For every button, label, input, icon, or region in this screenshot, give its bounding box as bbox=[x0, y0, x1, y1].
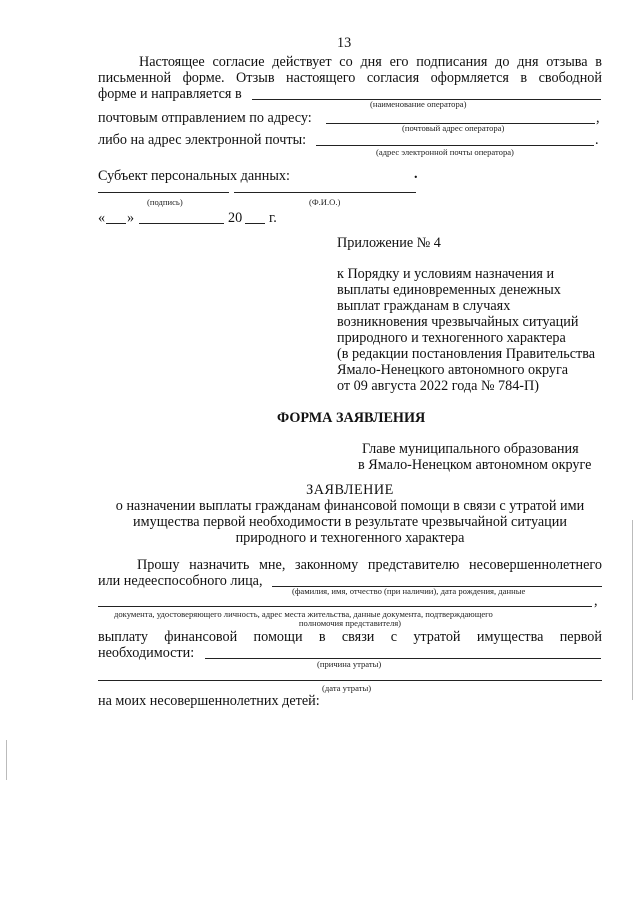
addressee-line-2: в Ямало-Ненецком автономном округе bbox=[358, 457, 592, 473]
applicant-details-field-2[interactable] bbox=[98, 606, 592, 607]
date-day-field[interactable] bbox=[106, 223, 126, 224]
appendix-line: к Порядку и условиям назначения и bbox=[337, 266, 555, 282]
date-year-prefix: 20 bbox=[228, 210, 243, 226]
scan-edge-left bbox=[6, 740, 7, 780]
email-label: либо на адрес электронной почты: bbox=[98, 132, 307, 148]
postal-caption: (почтовый адрес оператора) bbox=[402, 123, 505, 133]
postal-label: почтовым отправлением по адресу: bbox=[98, 110, 312, 126]
loss-date-caption: (дата утраты) bbox=[322, 683, 372, 693]
consent-line-3: форме и направляется в bbox=[98, 86, 242, 102]
date-open-quote: « bbox=[98, 210, 106, 226]
loss-date-field[interactable] bbox=[98, 680, 602, 681]
request-line-1: Прошу назначить мне, законному представителю несовершеннолетнего bbox=[137, 557, 602, 573]
application-subtitle-2: имущества первой необходимости в результате чрезвычайной ситуации bbox=[133, 514, 567, 530]
document-caption-2: полномочия представителя) bbox=[298, 618, 402, 628]
appendix-line: выплаты единовременных денежных bbox=[337, 282, 561, 298]
loss-reason-field[interactable] bbox=[205, 658, 601, 659]
addressee-line-1: Главе муниципального образования bbox=[362, 441, 579, 457]
signature-field[interactable] bbox=[98, 192, 229, 193]
application-title: ЗАЯВЛЕНИЕ bbox=[306, 482, 394, 498]
appendix-line: (в редакции постановления Правительства bbox=[337, 346, 596, 362]
email-address-field[interactable] bbox=[316, 145, 594, 146]
application-subtitle-1: о назначении выплаты гражданам финансовой помощи в связи с утратой ими bbox=[115, 498, 585, 514]
page-number: 13 bbox=[337, 35, 352, 51]
appendix-line: от 09 августа 2022 года № 784-П) bbox=[337, 378, 540, 394]
appendix-line: возникновения чрезвычайных ситуаций bbox=[337, 314, 579, 330]
appendix-line: природного и техногенного характера bbox=[337, 330, 566, 346]
payment-line-1: выплату финансовой помощи в связи с утратой имущества первой bbox=[98, 629, 602, 645]
children-label: на моих несовершеннолетних детей: bbox=[98, 693, 320, 709]
appendix-line: выплат гражданам в случаях bbox=[337, 298, 511, 314]
email-dot: . bbox=[595, 132, 599, 148]
appendix-title: Приложение № 4 bbox=[337, 235, 441, 251]
subject-label: Субъект персональных данных: bbox=[98, 168, 290, 184]
subject-dot: . bbox=[414, 166, 418, 182]
date-month-field[interactable] bbox=[139, 223, 224, 224]
document-caption-1: документа, удостоверяющего личность, адрес места жительства, данные документа, подтверждающего bbox=[114, 609, 493, 619]
applicant-details-comma: , bbox=[594, 593, 598, 609]
loss-reason-caption: (причина утраты) bbox=[317, 659, 382, 669]
payment-line-2: необходимости: bbox=[98, 645, 195, 661]
date-close-quote: » bbox=[127, 210, 135, 226]
operator-caption: (наименование оператора) bbox=[370, 99, 467, 109]
email-caption: (адрес электронной почты оператора) bbox=[376, 147, 514, 157]
postal-comma: , bbox=[596, 110, 600, 126]
date-year-suffix: г. bbox=[269, 210, 277, 226]
appendix-line: Ямало-Ненецкого автономного округа bbox=[337, 362, 569, 378]
consent-line-1: Настоящее согласие действует со дня его подписания до дня отзыва в bbox=[139, 54, 602, 70]
consent-line-2: письменной форме. Отзыв настоящего согласия оформляется в свободной bbox=[98, 70, 602, 86]
application-subtitle-3: природного и техногенного характера bbox=[235, 530, 465, 546]
fio-caption: (Ф.И.О.) bbox=[309, 197, 341, 207]
form-title: ФОРМА ЗАЯВЛЕНИЯ bbox=[277, 410, 426, 426]
date-year-field[interactable] bbox=[245, 223, 265, 224]
fio-field[interactable] bbox=[234, 192, 416, 193]
signature-caption: (подпись) bbox=[147, 197, 183, 207]
scan-edge-right bbox=[632, 520, 633, 700]
request-line-2: или недееспособного лица, bbox=[98, 573, 263, 589]
fio-data-caption: (фамилия, имя, отчество (при наличии), дата рождения, данные bbox=[292, 586, 526, 596]
